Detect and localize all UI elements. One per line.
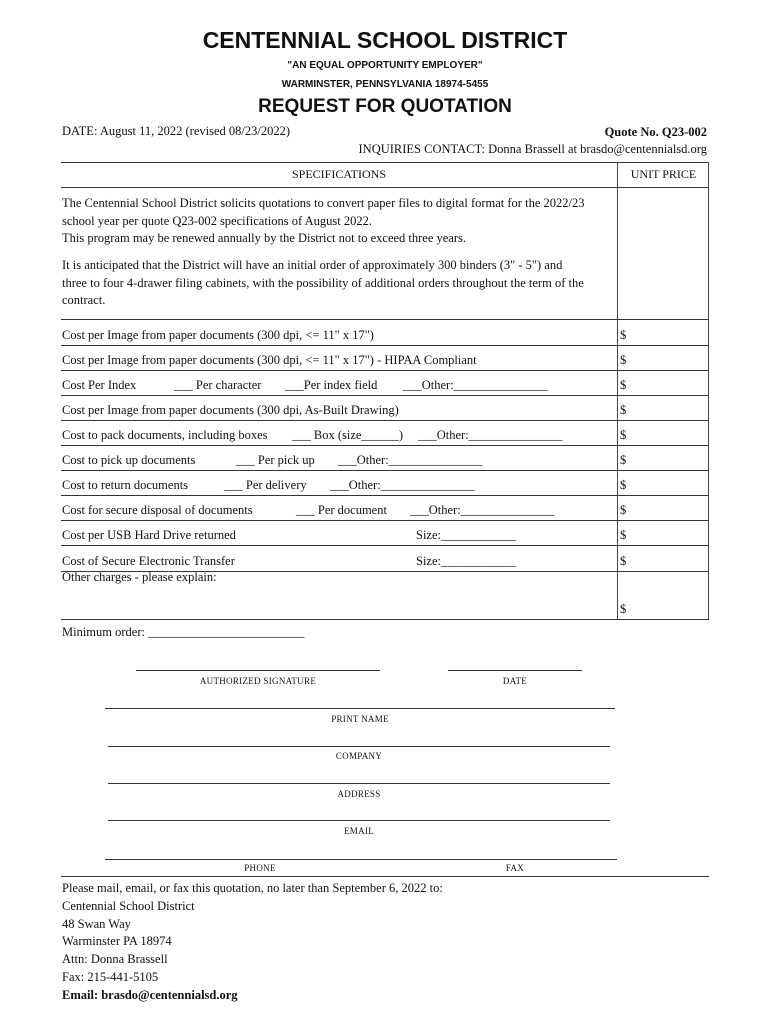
company-line[interactable]	[108, 746, 610, 747]
district-attn: Attn: Donna Brassell	[62, 952, 168, 967]
unit-price-field[interactable]: $	[620, 328, 627, 342]
table-column-divider	[617, 162, 618, 620]
location: WARMINSTER, PENNSYLVANIA 18974-5455	[281, 79, 489, 90]
row-rule	[61, 345, 709, 346]
cost-item-label: Cost per USB Hard Drive returned	[62, 528, 236, 542]
table-right-border	[708, 162, 709, 620]
authorized-signature-line[interactable]	[136, 670, 380, 671]
cost-item-label: Cost per Image from paper documents (300 dpi, As-Built Drawing)	[62, 403, 399, 417]
cost-item-option[interactable]: ___ Box (size______)	[292, 428, 404, 442]
quote-number: Quote No. Q23-002	[604, 125, 707, 139]
cost-item-option[interactable]: ___Other:_______________	[330, 478, 475, 492]
district-address-street: 48 Swan Way	[62, 916, 131, 931]
cost-item-label: Cost to pack documents, including boxes	[62, 428, 268, 442]
phone-label: PHONE	[244, 863, 276, 873]
cost-item-option[interactable]: ___ Per document	[296, 503, 387, 517]
address-line[interactable]	[108, 783, 610, 784]
fax-label: FAX	[505, 863, 525, 873]
row-rule	[61, 420, 709, 421]
unit-price-field[interactable]: $	[620, 453, 627, 467]
unit-price-field[interactable]: $	[620, 503, 627, 517]
cost-item-label: Cost per Image from paper documents (300 dpi, <= 11" x 17") - HIPAA Compliant	[62, 353, 477, 367]
phone-fax-line[interactable]	[105, 859, 617, 860]
row-rule	[61, 495, 709, 496]
quote-date: DATE: August 11, 2022 (revised 08/23/2022)	[62, 124, 290, 138]
row-rule	[61, 445, 709, 446]
other-charges-price[interactable]: $	[620, 602, 627, 616]
cost-item-option[interactable]: ___ Per character	[174, 378, 262, 392]
address-label: ADDRESS	[337, 789, 381, 799]
cost-item-label: Cost per Image from paper documents (300 dpi, <= 11" x 17")	[62, 328, 374, 342]
inquiries-contact: INQUIRIES CONTACT: Donna Brassell at brasdo@centennialsd.org	[358, 142, 707, 156]
district-fax: Fax: 215-441-5105	[62, 969, 159, 984]
company-label: COMPANY	[335, 751, 383, 761]
tagline: "AN EQUAL OPPORTUNITY EMPLOYER"	[287, 60, 483, 71]
unit-price-field[interactable]: $	[620, 478, 627, 492]
authorized-signature-label: AUTHORIZED SIGNATURE	[199, 676, 317, 686]
print-name-label: PRINT NAME	[331, 714, 389, 724]
unit-price-header: UNIT PRICE	[630, 167, 697, 181]
print-name-line[interactable]	[105, 708, 615, 709]
specifications-header: SPECIFICATIONS	[291, 167, 387, 181]
unit-price-field[interactable]: $	[620, 378, 627, 392]
email-label: EMAIL	[344, 826, 374, 836]
cost-item-option[interactable]: ___Other:_______________	[338, 453, 483, 467]
cost-item-label: Cost to pick up documents	[62, 453, 196, 467]
unit-price-field[interactable]: $	[620, 428, 627, 442]
unit-price-field[interactable]: $	[620, 403, 627, 417]
table-header-rule	[61, 187, 709, 188]
table-top-rule	[61, 162, 709, 163]
document-title: REQUEST FOR QUOTATION	[258, 96, 512, 117]
cost-item-option[interactable]: ___ Per pick up	[236, 453, 315, 467]
anticipated-paragraph: It is anticipated that the District will have an initial order of approximately 300 binders (3" - 5") and three to four 4-drawer filing cabinets, with the possibility of additional orders throughout the term of the contract.	[62, 258, 584, 307]
table-bottom-rule	[61, 619, 709, 620]
cost-item-option[interactable]: Size:____________	[416, 528, 516, 542]
cost-item-option[interactable]: Size:____________	[416, 554, 516, 568]
minimum-order[interactable]: Minimum order: _________________________	[62, 625, 305, 639]
intro-bottom-rule	[61, 319, 709, 320]
return-instructions	[62, 880, 443, 1005]
date-line[interactable]	[448, 670, 582, 671]
unit-price-field[interactable]: $	[620, 554, 627, 568]
district-name: CENTENNIAL SCHOOL DISTRICT	[202, 27, 568, 53]
date-label: DATE	[502, 676, 528, 686]
district-address-name: Centennial School District	[62, 898, 195, 913]
cost-item-label: Cost for secure disposal of documents	[62, 503, 253, 517]
row-rule	[61, 545, 709, 546]
email-line[interactable]	[108, 820, 610, 821]
footer-rule	[61, 876, 709, 877]
unit-price-field[interactable]: $	[620, 353, 627, 367]
cost-item-option[interactable]: ___Other:_______________	[410, 503, 555, 517]
cost-item-option[interactable]: ___Other:_______________	[418, 428, 563, 442]
cost-item-label: Cost Per Index	[62, 378, 137, 392]
cost-item-option[interactable]: ___Per index field	[285, 378, 378, 392]
row-rule	[61, 395, 709, 396]
cost-item-label: Cost to return documents	[62, 478, 189, 492]
row-rule	[61, 470, 709, 471]
cost-item-label: Cost of Secure Electronic Transfer	[62, 554, 235, 568]
return-instruction-text: Please mail, email, or fax this quotation, no later than September 6, 2022 to:	[62, 881, 443, 895]
other-charges-label: Other charges - please explain:	[62, 570, 217, 584]
intro-paragraph: The Centennial School District solicits quotations to convert paper files to digital format for the 2022/23 school year per quote Q23-002 specifications of August 2022. This program may be renewed annually by the District not to exceed three years.	[62, 196, 585, 245]
district-email: Email: brasdo@centennialsd.org	[62, 987, 238, 1002]
cost-item-option[interactable]: ___ Per delivery	[224, 478, 307, 492]
row-rule	[61, 370, 709, 371]
district-address-city: Warminster PA 18974	[62, 934, 172, 949]
row-rule	[61, 520, 709, 521]
cost-item-option[interactable]: ___Other:_______________	[403, 378, 548, 392]
unit-price-field[interactable]: $	[620, 528, 627, 542]
